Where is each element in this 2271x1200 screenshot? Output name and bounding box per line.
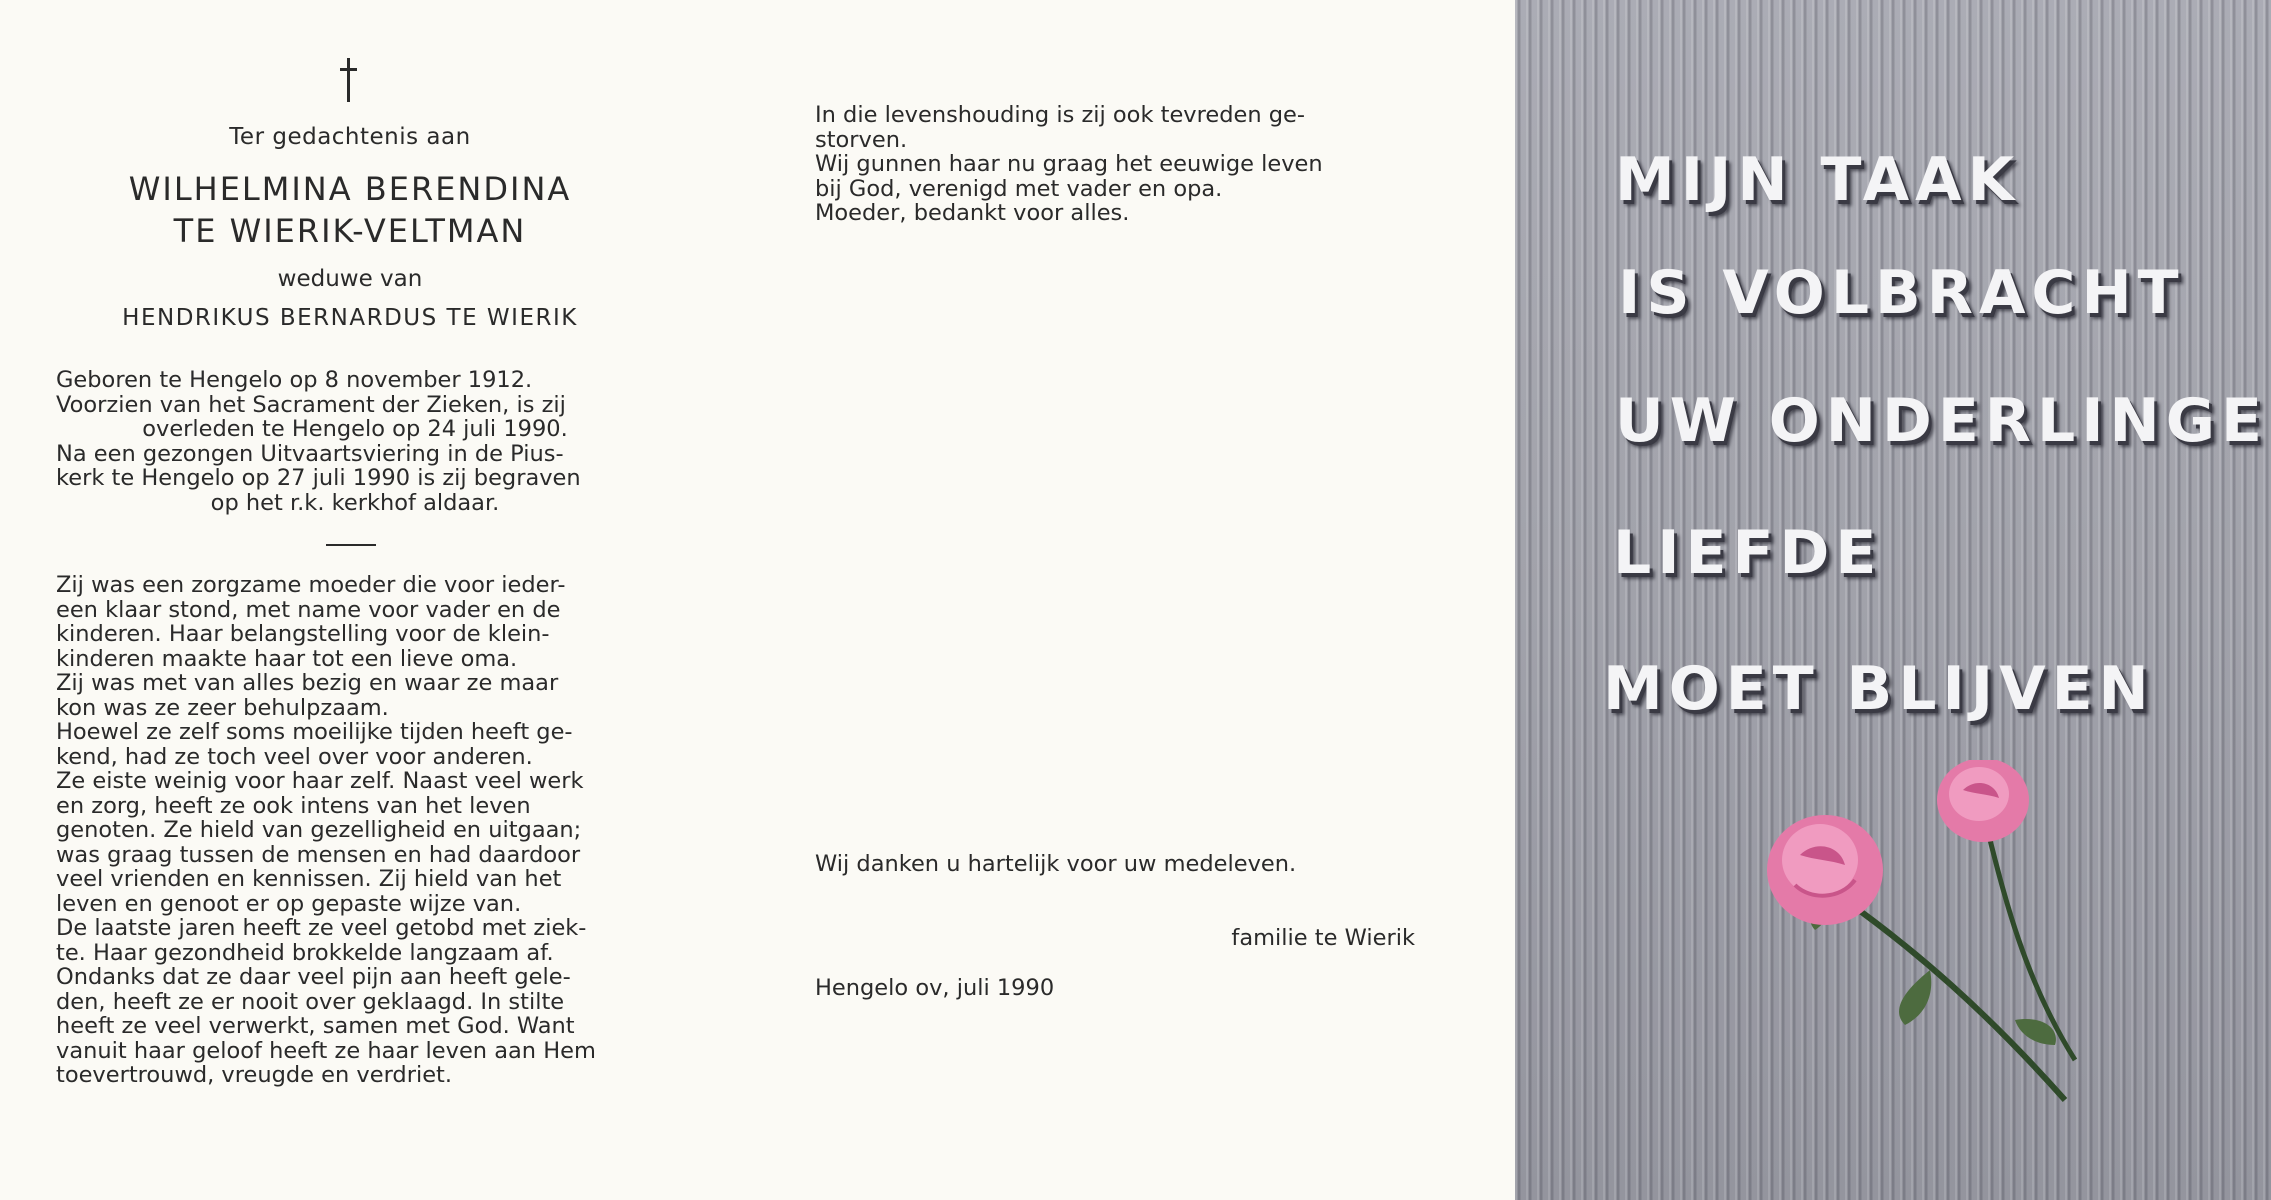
text-line: vanuit haar geloof heeft ze haar leven aan Hem: [56, 1037, 596, 1064]
photo-text-line: MOET BLIJVEN: [1603, 654, 2155, 724]
thank-mother-line: Moeder, bedankt voor alles.: [815, 200, 1130, 226]
text-line: kon was ze zeer behulpzaam.: [56, 694, 389, 721]
rose-stem: [1845, 900, 2065, 1100]
text-line: kend, had ze toch veel over voor anderen.: [56, 743, 533, 770]
separator-line: [326, 544, 376, 546]
text-line: en zorg, heeft ze ook intens van het leven: [56, 792, 531, 819]
text-line: Hoewel ze zelf soms moeilijke tijden heeft ge-: [56, 719, 573, 745]
text-line: heeft ze veel verwerkt, samen met God. Want: [56, 1013, 575, 1039]
thanks-line: Wij danken u hartelijk voor uw medeleven.: [815, 851, 1297, 877]
husband-name: HENDRIKUS BERNARDUS TE WIERIK: [122, 305, 578, 331]
deceased-name-line2: TE WIERIK-VELTMAN: [173, 212, 527, 250]
birth-death-paragraph: [56, 368, 654, 515]
left-panel: [0, 0, 740, 1200]
life-paragraph: [56, 573, 654, 1088]
text-line: Na een gezongen Uitvaartsviering in de Pius-: [56, 440, 564, 467]
family-signature: familie te Wierik: [1231, 925, 1415, 951]
text-line: leven en genoot er op gepaste wijze van.: [56, 890, 522, 917]
cross-icon: [334, 58, 364, 102]
photo-text-line: UW ONDERLINGE: [1615, 386, 2269, 456]
deceased-name-line1: WILHELMINA BERENDINA: [128, 170, 572, 208]
memorial-photo: [1515, 0, 2271, 1200]
text-line: Voorzien van het Sacrament der Zieken, is zij: [56, 391, 566, 418]
rose-leaf: [2015, 1019, 2056, 1045]
text-line: kinderen. Haar belangstelling voor de klein-: [56, 621, 550, 647]
photo-text-line: MIJN TAAK: [1615, 145, 2021, 215]
rose-left: [1767, 815, 1883, 925]
place-date: Hengelo ov, juli 1990: [815, 975, 1055, 1001]
rose-right: [1937, 760, 2029, 842]
closing-paragraph: [815, 103, 1415, 226]
text-line: was graag tussen de mensen en had daardoor: [56, 841, 581, 868]
text-line: te. Haar gezondheid brokkelde langzaam af.: [56, 939, 554, 966]
text-line: Zij was met van alles bezig en waar ze maar: [56, 670, 559, 696]
memory-heading: Ter gedachtenis aan: [229, 124, 471, 150]
photo-text-line: IS VOLBRACHT: [1618, 258, 2185, 328]
rose-leaf: [1899, 970, 1931, 1025]
text-line: veel vrienden en kennissen. Zij hield van het: [56, 866, 562, 892]
text-line: Geboren te Hengelo op 8 november 1912.: [56, 367, 533, 393]
middle-panel: [740, 0, 1515, 1200]
text-line: toevertrouwd, vreugde en verdriet.: [56, 1062, 453, 1088]
text-line: genoten. Ze hield van gezelligheid en uitgaan;: [56, 817, 582, 843]
text-line: een klaar stond, met name voor vader en de: [56, 596, 561, 623]
text-line: Ondanks dat ze daar veel pijn aan heeft gele-: [56, 964, 571, 990]
roses-image: [1715, 760, 2135, 1140]
text-line: storven.: [815, 126, 908, 153]
text-line: Wij gunnen haar nu graag het eeuwige leven: [815, 151, 1323, 177]
text-line: kerk te Hengelo op 27 juli 1990 is zij begraven: [56, 465, 581, 491]
text-line: De laatste jaren heeft ze veel getobd met ziek-: [56, 915, 587, 941]
widow-of-label: weduwe van: [277, 266, 423, 292]
text-line: In die levenshouding is zij ook tevreden ge-: [815, 102, 1305, 128]
text-line: bij God, verenigd met vader en opa.: [815, 175, 1223, 202]
text-line: Ze eiste weinig voor haar zelf. Naast veel werk: [56, 768, 584, 794]
text-line: op het r.k. kerkhof aldaar.: [210, 489, 500, 516]
text-line: kinderen maakte haar tot een lieve oma.: [56, 645, 518, 672]
text-line: Zij was een zorgzame moeder die voor ieder-: [56, 572, 566, 598]
text-line: overleden te Hengelo op 24 juli 1990.: [142, 416, 568, 442]
text-line: den, heeft ze er nooit over geklaagd. In stilte: [56, 988, 565, 1015]
photo-text-line: LIEFDE: [1613, 518, 1883, 588]
